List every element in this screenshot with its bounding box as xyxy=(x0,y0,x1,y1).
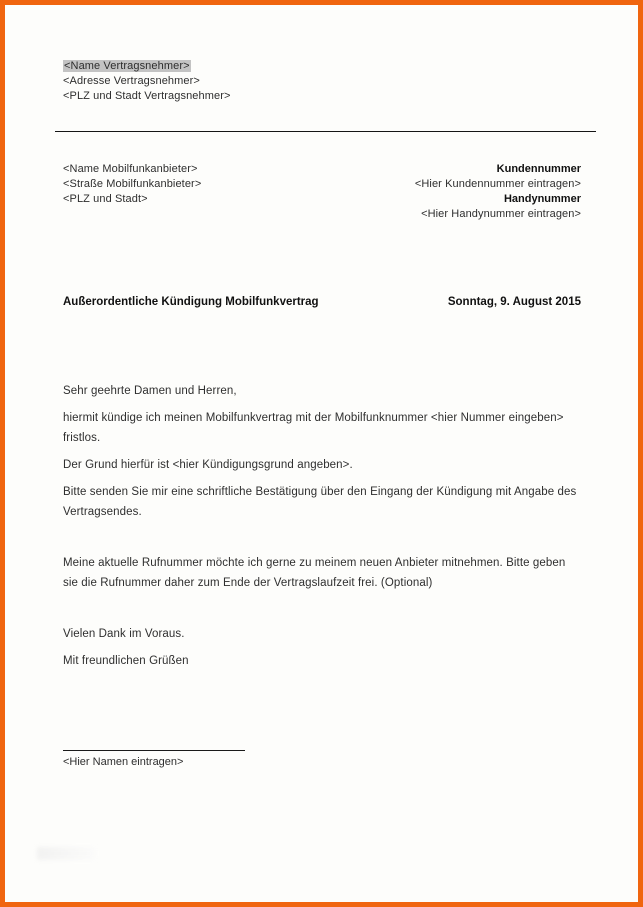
sender-city-line: <PLZ und Stadt Vertragsnehmer> xyxy=(63,90,231,102)
sender-name-highlighted: <Name Vertragsnehmer> xyxy=(64,60,190,72)
body-paragraph-1: hiermit kündige ich meinen Mobilfunkvertrag mit der Mobilfunknummer <hier Nummer eingeben> fristlos. xyxy=(63,412,564,444)
recipient-block xyxy=(63,162,201,207)
reference-block xyxy=(415,162,581,222)
signature-block xyxy=(63,750,581,770)
body-paragraph-2: Der Grund hierfür ist <hier Kündigungsgrund angeben>. xyxy=(63,459,353,471)
phone-number-placeholder: <Hier Handynummer eintragen> xyxy=(421,208,581,220)
recipient-section xyxy=(63,162,581,222)
sender-address-line: <Adresse Vertragsnehmer> xyxy=(63,75,200,87)
sender-name-line xyxy=(63,59,581,74)
sender-block xyxy=(63,59,581,104)
letter-body xyxy=(63,381,581,671)
body-paragraph-3: Bitte senden Sie mir eine schriftliche Bestätigung über den Eingang der Kündigung mit Angabe des Vertragsendes. xyxy=(63,486,577,518)
customer-number-placeholder: <Hier Kundennummer eintragen> xyxy=(414,178,581,190)
thanks-line: Vielen Dank im Voraus. xyxy=(63,628,185,640)
letter-content xyxy=(5,5,638,902)
recipient-street-line: <Straße Mobilfunkanbieter> xyxy=(63,178,202,190)
phone-number-label: Handynummer xyxy=(503,193,581,205)
subject-row xyxy=(63,295,581,310)
closing-line: Mit freundlichen Grüßen xyxy=(63,655,189,667)
header-divider-line xyxy=(55,131,596,132)
body-paragraph-4: Meine aktuelle Rufnummer möchte ich gerne zu meinem neuen Anbieter mitnehmen. Bitte geben sie die Rufnummer daher zum Ende der Vertragslaufzeit frei. (Optional) xyxy=(63,557,566,589)
signature-name-placeholder: <Hier Namen eintragen> xyxy=(63,756,184,768)
customer-number-label: Kundennummer xyxy=(496,163,581,175)
subject-title: Außerordentliche Kündigung Mobilfunkvertrag xyxy=(63,296,319,308)
signature-line xyxy=(63,750,245,751)
letter-date: Sonntag, 9. August 2015 xyxy=(447,296,581,308)
recipient-name-line: <Name Mobilfunkanbieter> xyxy=(63,163,198,175)
salutation: Sehr geehrte Damen und Herren, xyxy=(63,385,237,397)
recipient-city-line: <PLZ und Stadt> xyxy=(63,193,148,205)
